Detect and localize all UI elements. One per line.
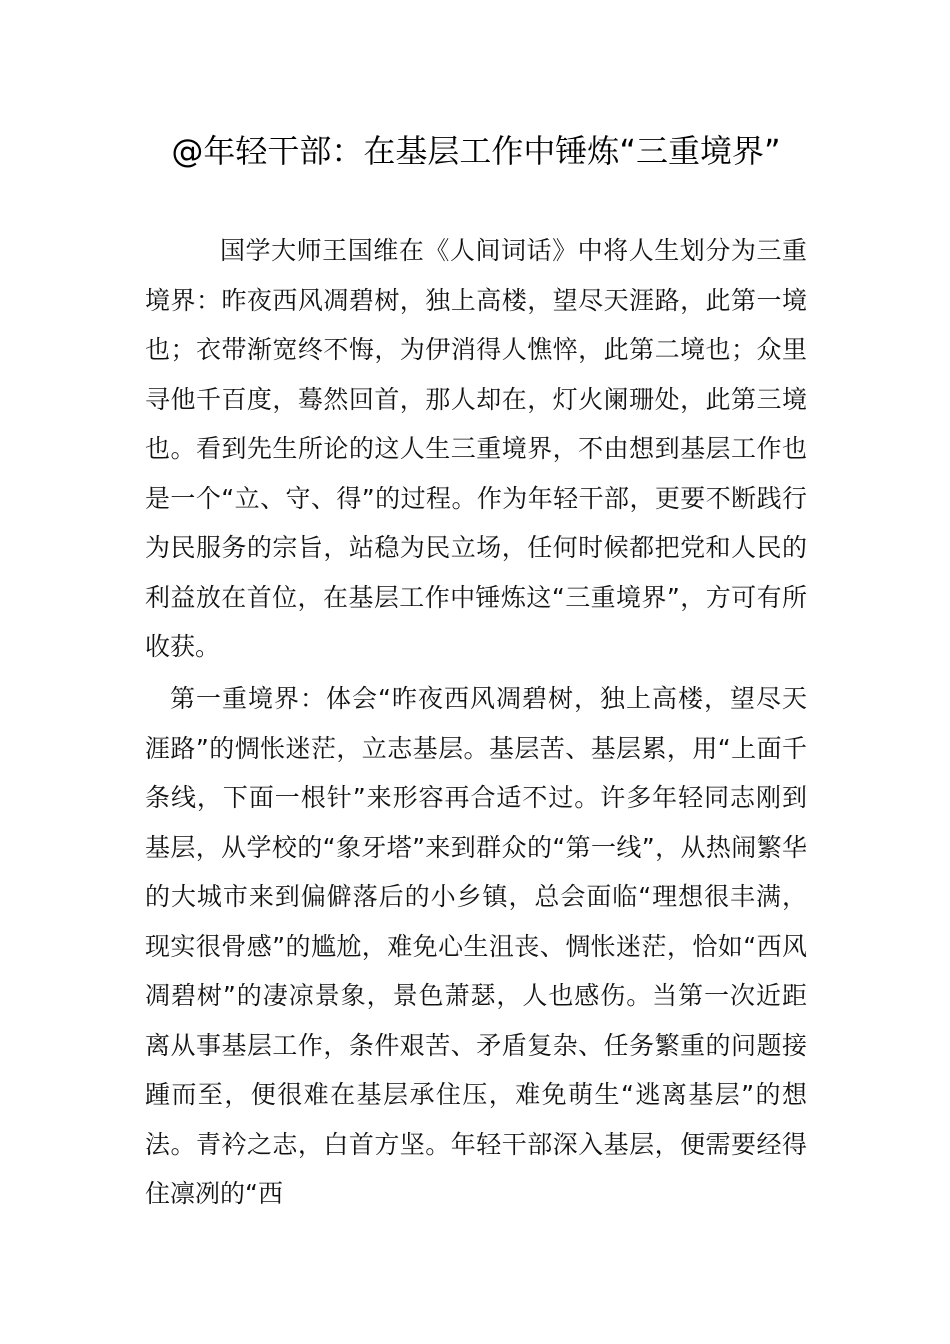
paragraph-intro: 国学大师王国维在《人间词话》中将人生划分为三重境界：昨夜西风凋碧树，独上高楼，望尽天涯路，此第一境也；衣带渐宽终不悔，为伊消得人憔悴，此第二境也；众里寻他千百度，蓦然回首，那人却在，灯火阑珊处，此第三境也。看到先生所论的这人生三重境界，不由想到基层工作也是一个“立、守、得”的过程。作为年轻干部，更要不断践行为民服务的宗旨，站稳为民立场，任何时候都把党和人民的利益放在首位，在基层工作中锤炼这“三重境界”，方可有所收获。 (145, 236, 807, 661)
document-title: @年轻干部：在基层工作中锤炼“三重境界” (171, 132, 781, 170)
paragraph-first-realm: 第一重境界：体会“昨夜西风凋碧树，独上高楼，望尽天涯路”的惆怅迷茫，立志基层。基层苦、基层累，用“上面千条线，下面一根针”来形容再合适不过。许多年轻同志刚到基层，从学校的“象牙塔”来到群众的“第一线”，从热闹繁华的大城市来到偏僻落后的小乡镇，总会面临“理想很丰满，现实很骨感”的尴尬，难免心生沮丧、惆怅迷茫，恰如“西风凋碧树”的凄凉景象，景色萧瑟，人也感伤。当第一次近距离从事基层工作，条件艰苦、矛盾复杂、任务繁重的问题接踵而至，便很难在基层承住压，难免萌生“逃离基层”的想法。青衿之志，白首方坚。年轻干部深入基层，便需要经得住凛冽的“西 (145, 684, 807, 1208)
